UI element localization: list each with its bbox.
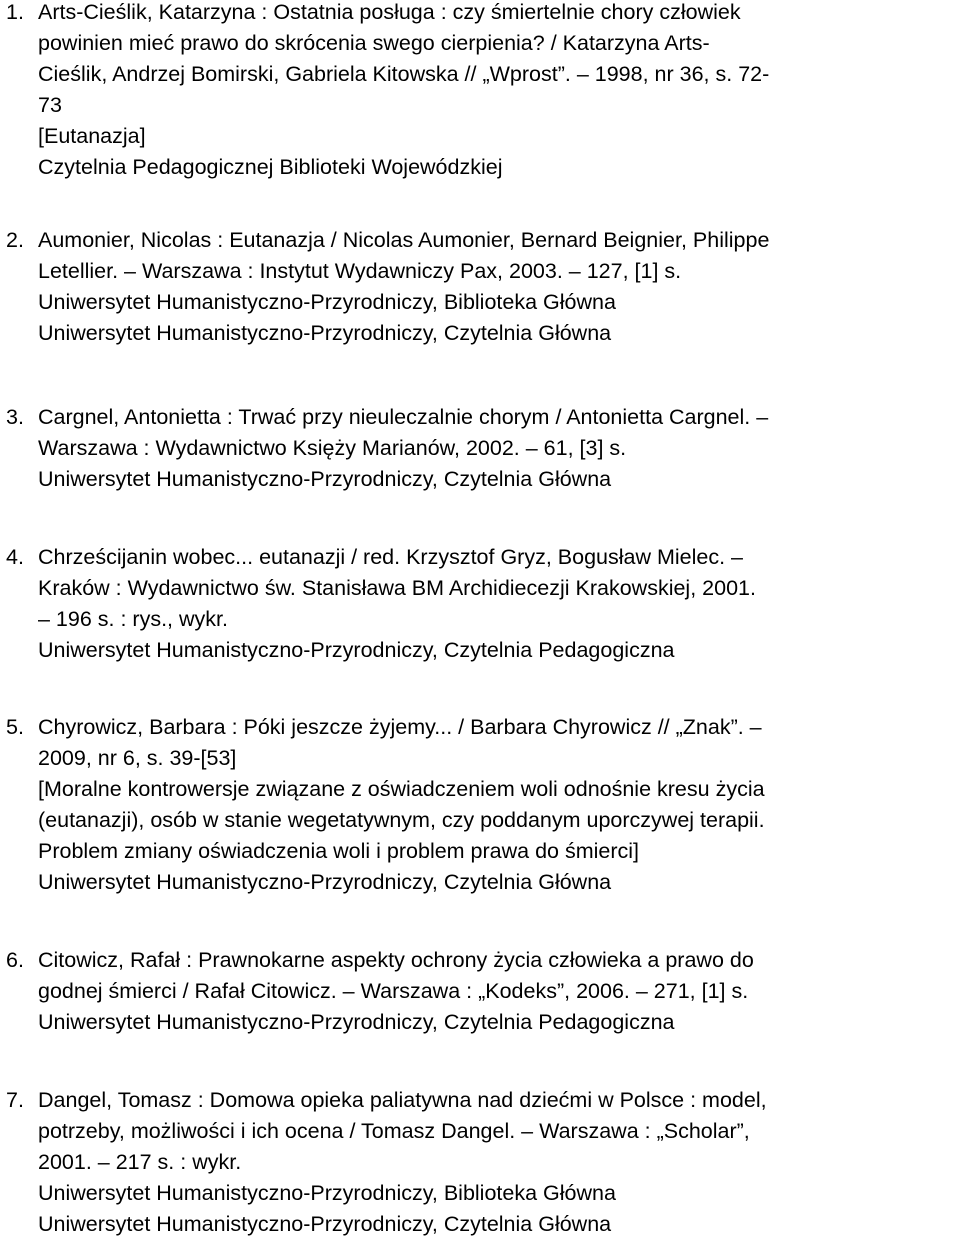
bibliography-entry-5 (0, 712, 960, 898)
entry-annotation: Problem zmiany oświadczenia woli i problem prawa do śmierci] (38, 839, 640, 863)
entry-location: Uniwersytet Humanistyczno-Przyrodniczy, Biblioteka Główna (38, 290, 616, 314)
entry-line: potrzeby, możliwości i ich ocena / Tomasz Dangel. ‒ Warszawa : „Scholar”, (38, 1119, 750, 1143)
entry-annotation: (eutanazji), osób w stanie wegetatywnym, czy poddanym uporczywej terapii. (38, 808, 765, 832)
bibliography-entry-6 (0, 945, 960, 1038)
entry-line: godnej śmierci / Rafał Citowicz. ‒ Warszawa : „Kodeks”, 2006. ‒ 271, [1] s. (38, 979, 749, 1003)
entry-line: Arts-Cieślik, Katarzyna : Ostatnia posługa : czy śmiertelnie chory człowiek (38, 0, 741, 24)
bibliography-entry-7 (0, 1085, 960, 1240)
entry-location: Uniwersytet Humanistyczno-Przyrodniczy, Czytelnia Pedagogiczna (38, 1010, 675, 1034)
entry-line: Cieślik, Andrzej Bomirski, Gabriela Kitowska // „Wprost”. ‒ 1998, nr 36, s. 72- (38, 62, 770, 86)
entry-number: 4. (6, 545, 24, 569)
entry-location: Czytelnia Pedagogicznej Biblioteki Wojewódzkiej (38, 155, 503, 179)
entry-line: 2009, nr 6, s. 39-[53] (38, 746, 237, 770)
entry-number: 1. (6, 0, 24, 24)
entry-location: Uniwersytet Humanistyczno-Przyrodniczy, Czytelnia Główna (38, 321, 612, 345)
entry-number: 7. (6, 1088, 24, 1112)
entry-number: 2. (6, 228, 24, 252)
bibliography-entry-3 (0, 402, 960, 495)
entry-line: 2001. ‒ 217 s. : wykr. (38, 1150, 242, 1174)
entry-number: 3. (6, 405, 24, 429)
entry-line: Kraków : Wydawnictwo św. Stanisława BM Archidiecezji Krakowskiej, 2001. (38, 576, 756, 600)
entry-location: Uniwersytet Humanistyczno-Przyrodniczy, Czytelnia Główna (38, 870, 612, 894)
bibliography-entry-4 (0, 542, 960, 666)
entry-line: Citowicz, Rafał : Prawnokarne aspekty ochrony życia człowieka a prawo do (38, 948, 754, 972)
bibliography-entry-2 (0, 225, 960, 349)
entry-line: 73 (38, 93, 62, 117)
entry-line: Cargnel, Antonietta : Trwać przy nieuleczalnie chorym / Antonietta Cargnel. ‒ (38, 405, 769, 429)
entry-number: 6. (6, 948, 24, 972)
entry-line: Letellier. ‒ Warszawa : Instytut Wydawniczy Pax, 2003. ‒ 127, [1] s. (38, 259, 682, 283)
entry-line: powinien mieć prawo do skrócenia swego cierpienia? / Katarzyna Arts- (38, 31, 710, 55)
entry-location: Uniwersytet Humanistyczno-Przyrodniczy, Biblioteka Główna (38, 1181, 616, 1205)
entry-line: Chyrowicz, Barbara : Póki jeszcze żyjemy... / Barbara Chyrowicz // „Znak”. ‒ (38, 715, 762, 739)
entry-line: Aumonier, Nicolas : Eutanazja / Nicolas Aumonier, Bernard Beignier, Philippe (38, 228, 770, 252)
entry-line: Warszawa : Wydawnictwo Księży Marianów, 2002. ‒ 61, [3] s. (38, 436, 627, 460)
entry-location: Uniwersytet Humanistyczno-Przyrodniczy, Czytelnia Pedagogiczna (38, 638, 675, 662)
entry-line: Dangel, Tomasz : Domowa opieka paliatywna nad dziećmi w Polsce : model, (38, 1088, 767, 1112)
bibliography-entry-1 (0, 0, 960, 183)
entry-line: Chrześcijanin wobec... eutanazji / red. Krzysztof Gryz, Bogusław Mielec. ‒ (38, 545, 744, 569)
entry-number: 5. (6, 715, 24, 739)
entry-subject: [Eutanazja] (38, 124, 146, 148)
entry-location: Uniwersytet Humanistyczno-Przyrodniczy, Czytelnia Główna (38, 1212, 612, 1236)
entry-line: ‒ 196 s. : rys., wykr. (38, 607, 228, 631)
entry-location: Uniwersytet Humanistyczno-Przyrodniczy, Czytelnia Główna (38, 467, 612, 491)
entry-annotation: [Moralne kontrowersje związane z oświadczeniem woli odnośnie kresu życia (38, 777, 765, 801)
